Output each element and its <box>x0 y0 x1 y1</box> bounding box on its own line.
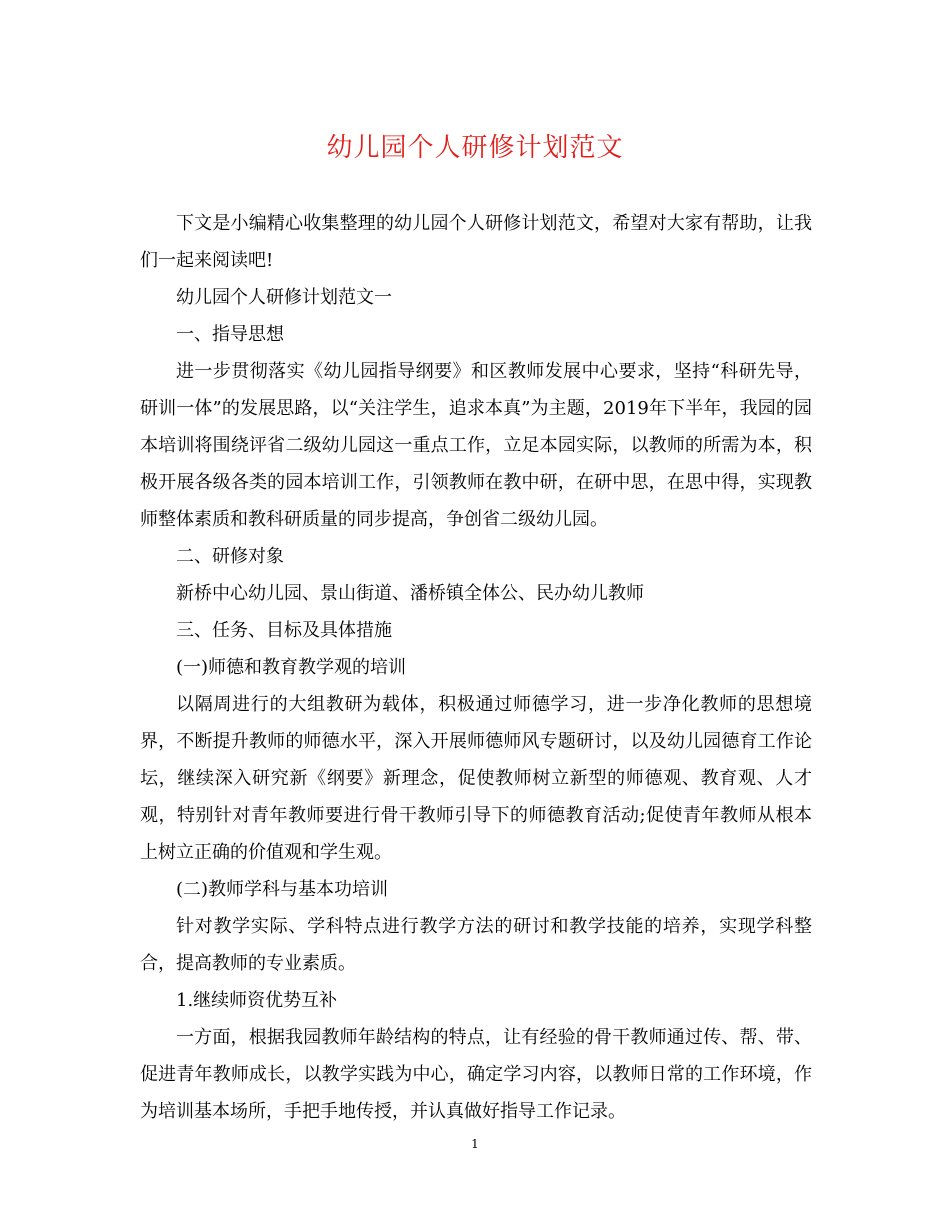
paragraph-section-heading: 幼儿园个人研修计划范文一 <box>176 287 392 308</box>
paragraph-ethics-training: 以隔周进行的大组教研为载体，积极通过师德学习，进一步净化教师的思想境界，不断提升教师的师德水平，深入开展师德师风专题研讨，以及幼儿园德育工作论坛，继续深入研究新《纲要》新理念，促使教师树立新型的师德观、教育观、人才观，特别针对青年教师要进行骨干教师引导下的师德教育活动;促使青年教师从根本上树立正确的价值观和学生观。 <box>140 694 812 863</box>
paragraph-heading-subject-training: (二)教师学科与基本功培训 <box>176 879 389 900</box>
paragraph-heading-guiding-ideology: 一、指导思想 <box>176 324 284 345</box>
paragraph-training-targets: 新桥中心幼儿园、景山街道、潘桥镇全体公、民办幼儿教师 <box>176 583 644 604</box>
paragraph-heading-training-targets: 二、研修对象 <box>176 546 284 567</box>
document-body <box>140 205 812 1130</box>
paragraph-heading-tasks: 三、任务、目标及具体措施 <box>176 620 392 641</box>
paragraph-guiding-ideology: 进一步贯彻落实《幼儿园指导纲要》和区教师发展中心要求，坚持“科研先导，研训一体”的发展思路，以“关注学生，追求本真”为主题，2019年下半年，我园的园本培训将围绕评省二级幼儿园这一重点工作，立足本园实际，以教师的所需为本，积极开展各级各类的园本培训工作，引领教师在教中研，在研中思，在思中得，实现教师整体素质和教科研质量的同步提高，争创省二级幼儿园。 <box>140 361 812 530</box>
paragraph-heading-ethics-training: (一)师德和教育教学观的培训 <box>176 657 407 678</box>
paragraph-heading-complementary: 1.继续师资优势互补 <box>176 990 338 1011</box>
page-number: 1 <box>471 1137 479 1151</box>
paragraph-subject-training: 针对教学实际、学科特点进行教学方法的研讨和教学技能的培养，实现学科整合，提高教师的专业素质。 <box>140 916 812 974</box>
paragraph-intro: 下文是小编精心收集整理的幼儿园个人研修计划范文，希望对大家有帮助，让我们一起来阅读吧! <box>140 213 812 271</box>
document-title: 幼儿园个人研修计划范文 <box>326 133 624 163</box>
paragraph-complementary: 一方面，根据我园教师年龄结构的特点，让有经验的骨干教师通过传、帮、带、促进青年教师成长，以教学实践为中心，确定学习内容，以教师日常的工作环境，作为培训基本场所，手把手地传授，并认真做好指导工作记录。 <box>140 1027 812 1122</box>
